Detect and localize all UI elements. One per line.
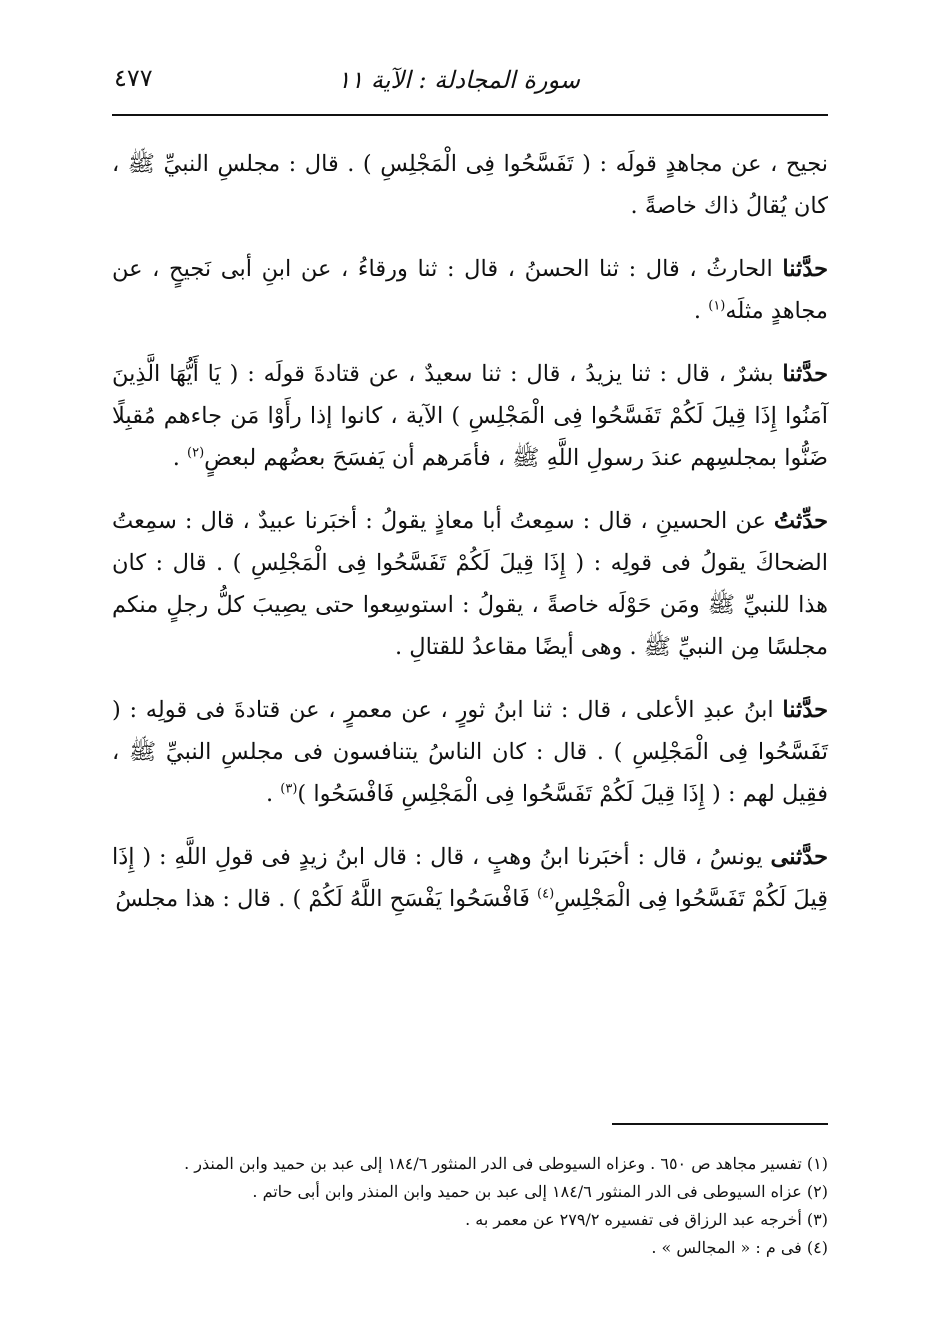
paragraph	[112, 353, 828, 479]
paragraph-tail: .	[693, 298, 709, 324]
main-text	[112, 143, 828, 941]
paragraph-lead: حدِّثتُ	[773, 508, 828, 534]
paragraph-lead: حدَّثنا	[782, 697, 828, 723]
footnote-ref: (٢)	[187, 445, 205, 461]
footnote-rule	[612, 1123, 828, 1125]
footnote: (١) تفسير مجاهد ص ٦٥٠ . وعزاه السيوطى فى الدر المنثور ١٨٤/٦ إلى عبد بن حميد وابن المنذر .	[184, 1154, 828, 1173]
paragraph-text: يونسُ ، قال : أخبَرنا ابنُ وهبٍ ، قال : قال ابنُ زيدٍ فى قولِ اللَّهِ : ( إِذَا قِيلَ لَكُمْ تَفَسَّحُوا فِى الْمَجْلِسِ	[112, 844, 828, 912]
footnote-ref: (١)	[708, 298, 726, 314]
paragraph-text: بشرٌ ، قال : ثنا يزيدُ ، قال : ثنا سعيدٌ ، عن قتادةَ قولَه : ( يَا أَيُّهَا الَّذِينَ آمَنُوا إِذَا قِيلَ لَكُمْ تَفَسَّحُوا فِى الْمَجْلِسِ ) الآية ، كانوا إذا رأَوْا مَن جاءهم مُقبِلًا ضَنُّوا بمجلسِهم عندَ رسولِ اللَّهِ ﷺ ، فأمَرهم أن يَفسَحَ بعضُهم لبعضٍ	[112, 361, 828, 471]
paragraph-tail: .	[172, 445, 187, 471]
footnote: (٤) فى م : « المجالس » .	[651, 1238, 828, 1257]
book-page	[112, 0, 828, 1333]
paragraph-text: ابنُ عبدِ الأعلى ، قال : ثنا ابنُ ثورٍ ، عن معمرٍ ، عن قتادةَ فى قولِه : ( تَفَسَّحُوا فِى الْمَجْلِسِ ) . قال : كان الناسُ يتنافسون فى مجلسِ النبيِّ ﷺ ، فقِيل لهم : ( إِذَا قِيلَ لَكُمْ تَفَسَّحُوا فِى الْمَجْلِسِ فَافْسَحُوا )	[112, 697, 828, 807]
paragraph	[112, 500, 828, 668]
paragraph-tail: .	[265, 781, 281, 807]
footnotes	[112, 1150, 828, 1262]
paragraph	[112, 248, 828, 332]
paragraph-tail: فَافْسَحُوا يَفْسَحِ اللَّهُ لَكُمْ ) . قال : هذا مجلسُ	[115, 886, 537, 912]
surah-title: سورة المجادلة : الآية ١١	[337, 66, 580, 94]
paragraph-lead: حدَّثنا	[782, 256, 828, 282]
page-number: ٤٧٧	[114, 64, 153, 92]
paragraph-lead: حدَّثنى	[770, 844, 828, 870]
paragraph-text: الحارثُ ، قال : ثنا الحسنُ ، قال : ثنا ورقاءُ ، عن ابنِ أبى نَجيحٍ ، عن مجاهدٍ مثلَه	[112, 256, 828, 324]
paragraph	[112, 689, 828, 815]
paragraph-lead: حدَّثنا	[782, 361, 828, 387]
running-header	[112, 62, 828, 102]
paragraph-text: نجيح ، عن مجاهدٍ قولَه : ( تَفَسَّحُوا فِى الْمَجْلِسِ ) . قال : مجلسِ النبيِّ ﷺ ، كان يُقالُ ذاك خاصةً .	[112, 151, 828, 219]
header-rule	[112, 114, 828, 116]
footnote-ref: (٣)	[280, 781, 298, 797]
paragraph-text: عن الحسينِ ، قال : سمِعتُ أبا معاذٍ يقولُ : أخبَرنا عبيدٌ ، قال : سمِعتُ الضحاكَ يقولُ فى قولِه : ( إِذَا قِيلَ لَكُمْ تَفَسَّحُوا فِى الْمَجْلِسِ ) . قال : كان هذا للنبيِّ ﷺ ومَن حَوْلَه خاصةً ، يقولُ : استوسِعوا حتى يصِيبَ كلُّ رجلٍ منكم مجلسًا مِن النبيِّ ﷺ . وهى أيضًا مقاعدُ للقتالِ .	[112, 508, 828, 660]
footnote: (٣) أخرجه عبد الرزاق فى تفسيره ٢٧٩/٢ عن معمر به .	[465, 1210, 828, 1229]
footnote: (٢) عزاه السيوطى فى الدر المنثور ١٨٤/٦ إلى عبد بن حميد وابن المنذر وابن أبى حاتم .	[252, 1182, 828, 1201]
paragraph	[112, 143, 828, 227]
footnote-ref: (٤)	[537, 886, 555, 902]
paragraph	[112, 836, 828, 920]
